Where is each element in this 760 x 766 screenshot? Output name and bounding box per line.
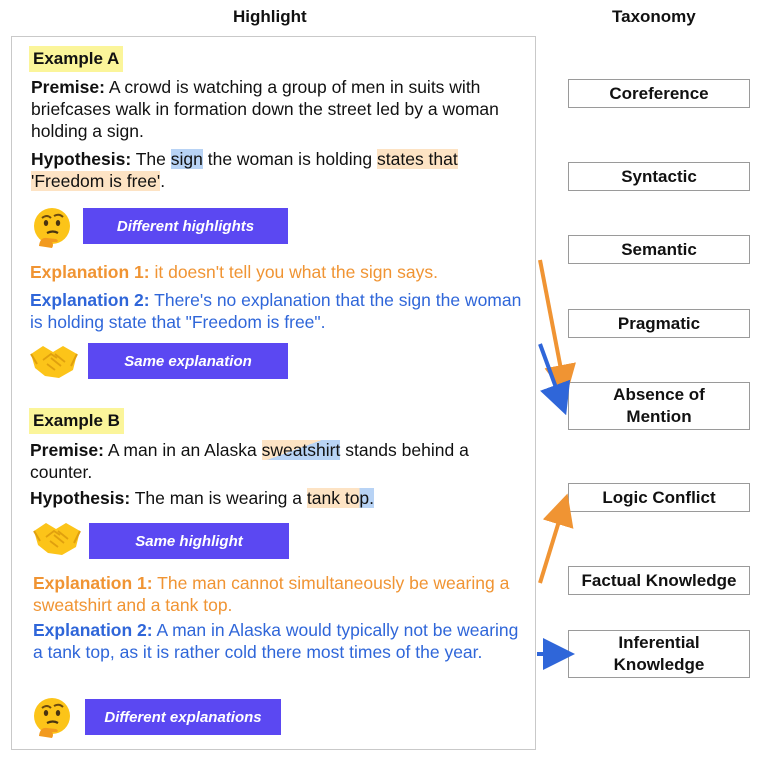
hypothesis-highlight-states: states that — [377, 149, 458, 169]
premise-label: Premise: — [30, 440, 104, 460]
different-explanations-pill: Different explanations — [85, 699, 281, 735]
taxonomy-semantic: Semantic — [568, 235, 750, 264]
hypothesis-highlight-tank-top: tank top. — [306, 488, 375, 508]
explanation-1-text: it doesn't tell you what the sign says. — [154, 262, 438, 282]
same-explanation-pill: Same explanation — [88, 343, 288, 379]
taxonomy-absence-of-mention: Absence of Mention — [568, 382, 750, 430]
explanation-1-label: Explanation 1: — [33, 573, 153, 593]
premise-text: A crowd is watching a group of men in suits with briefcases walk in formation down the street led by a woman holding a sign. — [31, 77, 499, 141]
hypothesis-period: . — [160, 171, 166, 191]
hypothesis-text-mid: the woman is holding — [207, 149, 373, 169]
explanation-1-label: Explanation 1: — [30, 262, 150, 282]
highlight-column-header: Highlight — [233, 7, 307, 26]
hypothesis-text-pre: The man is wearing a — [134, 488, 303, 508]
explanation-2-label: Explanation 2: — [33, 620, 153, 640]
taxonomy-logic-conflict: Logic Conflict — [568, 483, 750, 512]
taxonomy-coreference: Coreference — [568, 79, 750, 108]
example-b-label: Example B — [29, 408, 124, 434]
arrow-b-expl1-to-logic — [540, 505, 564, 583]
hypothesis-label: Hypothesis: — [31, 149, 132, 169]
explanation-1-text: The man cannot simultaneously be wearing a sweatshirt and a tank top. — [33, 573, 510, 615]
premise-text-post: stands behind a counter. — [30, 440, 469, 482]
taxonomy-inferential-knowledge: Inferential Knowledge — [568, 630, 750, 678]
hypothesis-highlight-freedom: 'Freedom is free' — [31, 171, 161, 191]
explanation-2-text: A man in Alaska would typically not be wearing a tank top, as it is rather cold there most times of the year. — [33, 620, 519, 662]
taxonomy-column-header: Taxonomy — [612, 7, 696, 26]
premise-highlight-sweatshirt: sweatshirt — [261, 440, 341, 460]
same-highlight-pill: Same highlight — [89, 523, 289, 559]
different-highlights-pill: Different highlights — [83, 208, 288, 244]
taxonomy-syntactic: Syntactic — [568, 162, 750, 191]
example-a-label: Example A — [29, 46, 123, 72]
premise-label: Premise: — [31, 77, 105, 97]
taxonomy-factual-knowledge: Factual Knowledge — [568, 566, 750, 595]
explanation-2-text: There's no explanation that the sign the woman is holding state that "Freedom is free". — [30, 290, 522, 332]
arrow-a-expl1-to-absence — [540, 260, 564, 385]
hypothesis-highlight-sign: sign — [170, 149, 203, 169]
hypothesis-text-pre: The — [135, 149, 166, 169]
explanation-2-label: Explanation 2: — [30, 290, 150, 310]
taxonomy-pragmatic: Pragmatic — [568, 309, 750, 338]
hypothesis-label: Hypothesis: — [30, 488, 131, 508]
premise-text-pre: A man in an Alaska — [107, 440, 257, 460]
